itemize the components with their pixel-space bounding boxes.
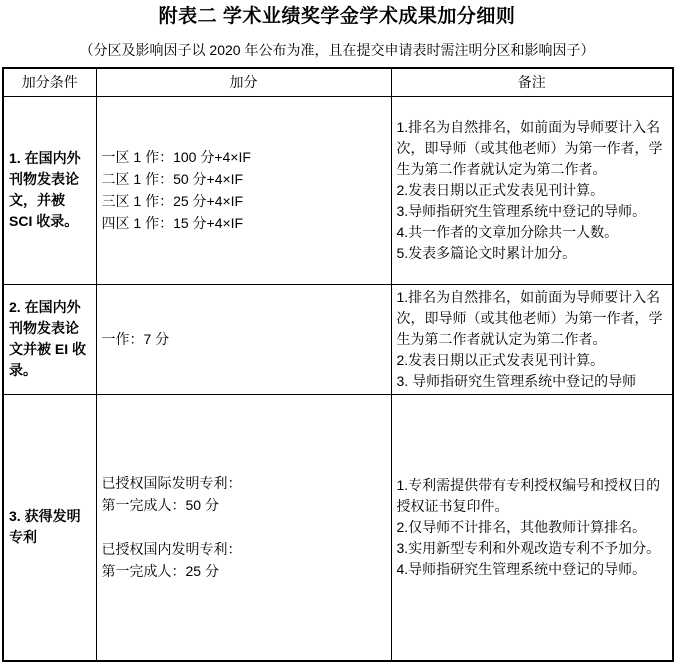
score-line: 三区 1 作：25 分+4×IF: [101, 193, 244, 209]
remark-item: 2.仅导师不计排名，其他教师计算排名。: [396, 518, 647, 535]
remarks-cell: [391, 284, 673, 394]
score-line: 二区 1 作：50 分+4×IF: [101, 171, 244, 187]
score-line: 一区 1 作：100 分+4×IF: [101, 149, 251, 165]
score-line: 已授权国际发明专利：: [101, 475, 242, 492]
remark-item: 3.实用新型专利和外观改造专利不予加分。: [396, 539, 661, 556]
remark-item: 2.发表日期以正式发表见刊计算。: [396, 181, 605, 198]
score-line: 一作：7 分: [101, 331, 170, 347]
table-row-sci-papers: [3, 96, 673, 284]
remark-item: 1.排名为自然排名，如前面为导师要计入名次，即导师（或其他老师）为第一作者，学生为第二作者就认定为第二作者。: [396, 288, 663, 347]
remark-item: 2.发表日期以正式发表见刊计算。: [396, 351, 605, 368]
condition-cell: 1. 在国内外刊物发表论文，并被 SCI 收录。: [3, 96, 96, 284]
remark-item: 5.发表多篇论文时累计加分。: [396, 244, 577, 261]
score-line: 第一完成人：25 分: [101, 563, 219, 580]
scoring-rules-table: [2, 67, 674, 662]
header-cell-remarks: 备注: [391, 68, 673, 96]
remark-item: 3.导师指研究生管理系统中登记的导师。: [396, 202, 647, 219]
remarks-cell: [391, 96, 673, 284]
condition-cell: 3. 获得发明专利: [3, 394, 96, 661]
remark-item: 1.排名为自然排名，如前面为导师要计入名次，即导师（或其他老师）为第一作者，学生为第二作者就认定为第二作者。: [396, 118, 663, 177]
score-cell: [96, 394, 391, 661]
header-cell-score: 加分: [96, 68, 391, 96]
remark-item: 1.专利需提供带有专利授权编号和授权日的授权证书复印件。: [396, 476, 661, 514]
score-cell: [96, 96, 391, 284]
condition-cell: 2. 在国内外刊物发表论文并被 EI 收录。: [3, 284, 96, 394]
score-line: 已授权国内发明专利：: [101, 541, 242, 558]
table-row-patents: [3, 394, 673, 661]
table-header-row: [3, 68, 673, 96]
header-cell-condition: 加分条件: [3, 68, 96, 96]
remarks-cell: [391, 394, 673, 661]
table-row-ei-papers: [3, 284, 673, 394]
score-line: 四区 1 作：15 分+4×IF: [101, 215, 244, 231]
score-cell: [96, 284, 391, 394]
document-subtitle: （分区及影响因子以 2020 年公布为准，且在提交申请表时需注明分区和影响因子）: [79, 42, 595, 58]
remark-item: 3. 导师指研究生管理系统中登记的导师: [396, 372, 637, 389]
remark-item: 4.导师指研究生管理系统中登记的导师。: [396, 560, 647, 577]
score-line-blank: [102, 516, 386, 538]
document-title: 附表二 学术业绩奖学金学术成果加分细则: [158, 6, 516, 27]
score-line: 第一完成人：50 分: [101, 497, 219, 514]
remark-item: 4.共一作者的文章加分除共一人数。: [396, 223, 619, 240]
